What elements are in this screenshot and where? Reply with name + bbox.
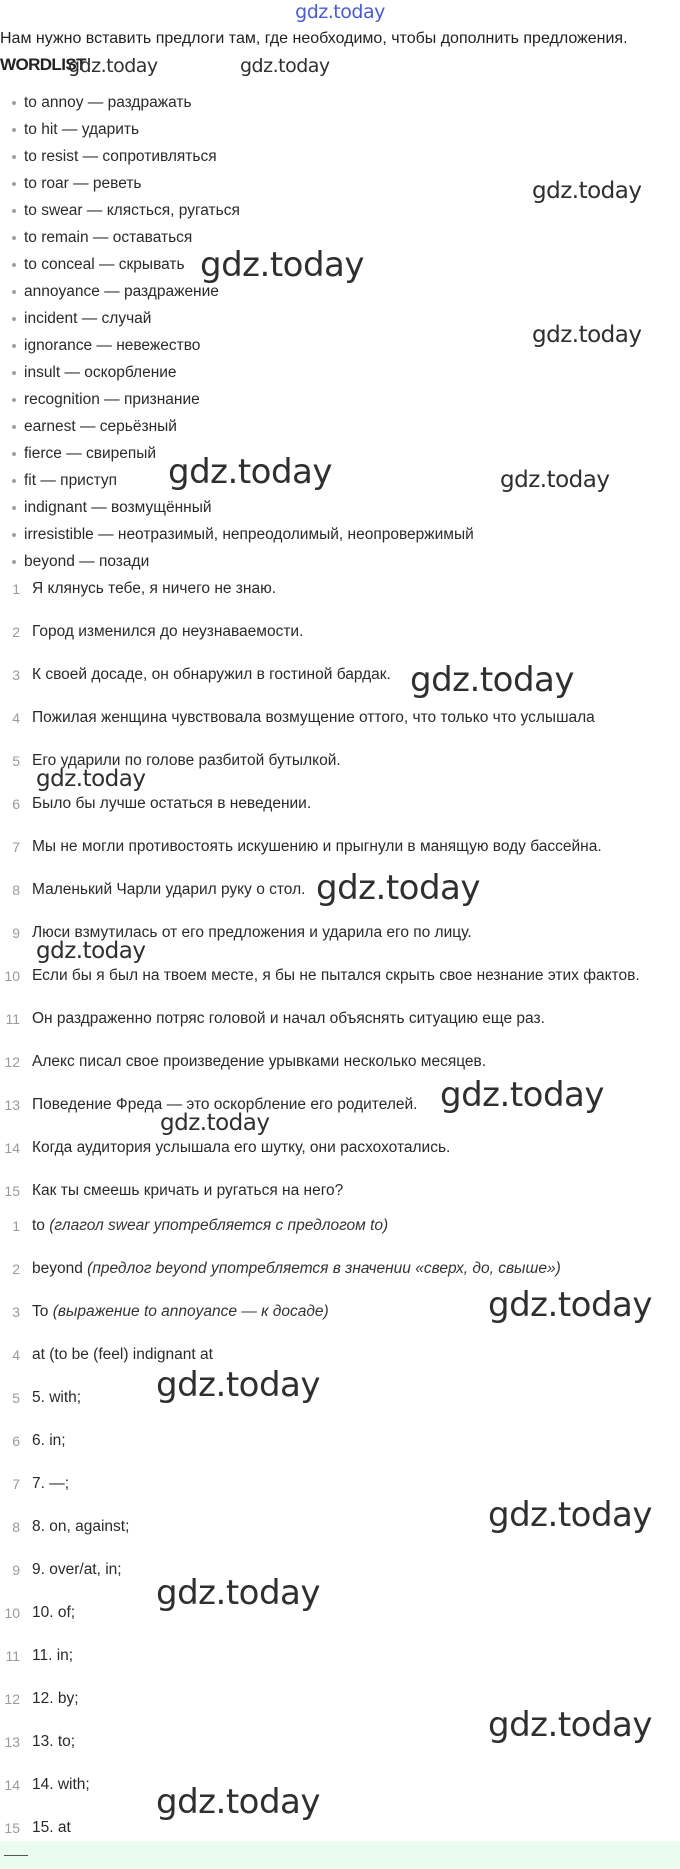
watermark: gdz.today [240,55,330,77]
sentence-text [32,1180,343,1202]
wordlist-title: WORDLIST [0,55,86,74]
watermark: gdz.today [168,452,332,492]
site-logo[interactable]: gdz.today [295,1,385,23]
wordlist-item [0,89,680,116]
answer-text [32,1301,329,1323]
answer-note: (предлог beyond употребляется в значении «сверх, до, свыше») [87,1260,561,1277]
answer-number: 4 [12,1347,20,1363]
answer-number: 8 [12,1519,20,1535]
sentence-text [32,836,602,858]
answer-main: beyond [32,1260,83,1277]
wordlist-item-text: to roar — реветь [24,175,142,192]
answer-main: 15. at [32,1819,71,1836]
sentence-text [32,1008,545,1030]
answer-text [32,1387,81,1409]
bullet-icon [12,263,16,267]
watermark: gdz.today [36,766,146,792]
watermark: gdz.today [36,938,146,964]
sentence-text [32,1137,450,1159]
answer-text [32,1645,73,1667]
answer-note: (выражение to annoyance — к досаде) [52,1303,329,1320]
sentence-main: Его ударили по голове разбитой бутылкой. [32,752,341,769]
sentence-text [32,664,391,686]
answer-main: 9. over/at, in; [32,1561,122,1578]
task-instruction: Нам нужно вставить предлоги там, где необходимо, чтобы дополнить предложения. [0,30,628,47]
answer-main: 8. on, against; [32,1518,130,1535]
answer-text [32,1731,75,1753]
wordlist-item-text: to remain — оставаться [24,229,193,246]
watermark: gdz.today [440,1075,604,1115]
sentence-number: 7 [12,839,20,855]
sentence [0,707,680,750]
wordlist-item-text: irresistible — неотразимый, непреодолимый, неопровержимый [24,526,474,543]
answer-text [32,1559,122,1581]
wordlist-item-text: recognition — признание [24,391,200,408]
answer [0,1215,680,1258]
watermark: gdz.today [488,1495,652,1535]
sentence-number: 3 [12,667,20,683]
answer-number: 9 [12,1562,20,1578]
sentence-main: Алекс писал свое произведение урывками несколько месяцев. [32,1053,487,1070]
answer-number: 10 [4,1605,20,1621]
answer-text [32,1344,213,1366]
bullet-icon [12,398,16,402]
sentence-main: Пожилая женщина чувствовала возмущение оттого, что только что услышала [32,709,595,726]
answer-main: To [32,1303,49,1320]
bullet-icon [12,236,16,240]
answer-text [32,1430,66,1452]
watermark: gdz.today [200,245,364,285]
answer-main: 11. in; [32,1647,74,1664]
bullet-icon [12,344,16,348]
sentence-main: Люси взмутилась от его предложения и ударила его по лицу. [32,924,472,941]
answer-main: at (to be (feel) indignant at [32,1346,213,1363]
sentence [0,1137,680,1180]
sentence-number: 9 [12,925,20,941]
sentence [0,578,680,621]
sentence-number: 10 [4,968,20,984]
sentence [0,621,680,664]
wordlist-item [0,548,680,575]
watermark: gdz.today [68,55,158,77]
answer-number: 12 [4,1691,20,1707]
watermark: gdz.today [532,322,642,348]
sentence-number: 6 [12,796,20,812]
watermark: gdz.today [160,1110,270,1136]
sentence-number: 2 [12,624,20,640]
answer-main: 14. with; [32,1776,90,1793]
bullet-icon [12,317,16,321]
answer-text [32,1817,71,1839]
bullet-icon [12,371,16,375]
sentence-number: 1 [12,581,20,597]
wordlist-item [0,440,680,467]
sentence [0,1008,680,1051]
answer-main: 6. in; [32,1432,66,1449]
watermark: gdz.today [488,1285,652,1325]
sentence-main: Когда аудитория услышала его шутку, они расхохотались. [32,1139,451,1156]
answer-number: 6 [12,1433,20,1449]
wordlist-item-text: beyond — позади [24,553,150,570]
wordlist-item-text: fierce — свирепый [24,445,157,462]
bullet-icon [12,101,16,105]
sentence [0,793,680,836]
answer-number: 11 [5,1648,20,1664]
sentence-text [32,1051,486,1073]
wordlist-item [0,494,680,521]
answer-main: 13. to; [32,1733,76,1750]
wordlist-item [0,359,680,386]
bullet-icon [12,560,16,564]
answer-text [32,1688,79,1710]
bullet-icon [12,425,16,429]
sentence-number: 15 [4,1183,20,1199]
wordlist-item [0,521,680,548]
sentence-main: Город изменился до неузнаваемости. [32,623,304,640]
answer-number: 15 [4,1820,20,1836]
watermark: gdz.today [156,1573,320,1613]
answer-main: 7. —; [32,1475,70,1492]
wordlist-item [0,143,680,170]
answer-text [32,1602,75,1624]
sentence-text [32,965,640,987]
wordlist-item-text: annoyance — раздражение [24,283,219,300]
wordlist-item [0,386,680,413]
answer-text [32,1473,69,1495]
answer-number: 13 [4,1734,20,1750]
sentence-main: Поведение Фреда — это оскорбление его родителей. [32,1096,418,1113]
answer-main: 12. by; [32,1690,79,1707]
sentence-main: Маленький Чарли ударил руку о стол. [32,881,306,898]
sentence-main: Я клянусь тебе, я ничего не знаю. [32,580,277,597]
sentence-main: Было бы лучше остаться в неведении. [32,795,312,812]
wordlist-item-text: ignorance — невежество [24,337,201,354]
wordlist-item-text: to annoy — раздражать [24,94,192,111]
bullet-icon [12,155,16,159]
wordlist-item-text: to swear — клясться, ругаться [24,202,240,219]
watermark: gdz.today [156,1365,320,1405]
footer-divider [4,1855,28,1856]
wordlist-item-text: indignant — возмущённый [24,499,212,516]
answer-note: (глагол swear употребляется с предлогом to) [49,1217,389,1234]
answer-number: 3 [12,1304,20,1320]
bullet-icon [12,479,16,483]
answer-main: to [32,1217,45,1234]
watermark: gdz.today [488,1705,652,1745]
wordlist-item-text: to resist — сопротивляться [24,148,217,165]
sentence [0,664,680,707]
sentence-number: 8 [12,882,20,898]
sentence-number: 13 [4,1097,20,1113]
answer-number: 1 [12,1218,20,1234]
watermark: gdz.today [500,467,610,493]
answer-text [32,1774,90,1796]
wordlist-item-text: to hit — ударить [24,121,140,138]
wordlist-item [0,116,680,143]
sentence-number: 4 [12,710,20,726]
footer-bar [0,1841,680,1869]
bullet-icon [12,452,16,456]
wordlist-item-text: earnest — серьёзный [24,418,177,435]
answer-number: 5 [12,1390,20,1406]
sentence-main: Как ты смеешь кричать и ругаться на него? [32,1182,344,1199]
answer [0,1602,680,1645]
sentence-main: Если бы я был на твоем месте, я бы не пытался скрыть свое незнание этих фактов. [32,967,640,984]
sentence [0,965,680,1008]
sentence-text [32,578,276,600]
wordlist-item-text: incident — случай [24,310,152,327]
answer-number: 2 [12,1261,20,1277]
bullet-icon [12,533,16,537]
answer-main: 5. with; [32,1389,82,1406]
answer [0,1344,680,1387]
wordlist-item [0,413,680,440]
answer [0,1774,680,1817]
answer-main: 10. of; [32,1604,76,1621]
answer-number: 14 [4,1777,20,1793]
answer-text [32,1215,388,1237]
wordlist-item-text: to conceal — скрывать [24,256,185,273]
sentence-text [32,879,305,901]
watermark: gdz.today [532,178,642,204]
sentence-text [32,793,311,815]
answer [0,1559,680,1602]
answer [0,1387,680,1430]
wordlist-item-text: fit — приступ [24,472,118,489]
watermark: gdz.today [410,660,574,700]
sentence-main: К своей досаде, он обнаружил в гостиной бардак. [32,666,391,683]
sentence-number: 11 [5,1011,20,1027]
sentence-number: 12 [4,1054,20,1070]
answer [0,1430,680,1473]
watermark: gdz.today [316,868,480,908]
answer-number: 7 [12,1476,20,1492]
sentence-text [32,707,595,729]
sentence-main: Мы не могли противостоять искушению и прыгнули в манящую воду бассейна. [32,838,602,855]
bullet-icon [12,182,16,186]
answer [0,1645,680,1688]
bullet-icon [12,290,16,294]
sentence-number: 5 [12,753,20,769]
sentence-text [32,621,303,643]
sentence-main: Он раздраженно потряс головой и начал объяснять ситуацию еще раз. [32,1010,545,1027]
bullet-icon [12,209,16,213]
answer-text [32,1516,129,1538]
answer-text [32,1258,561,1280]
sentence-number: 14 [4,1140,20,1156]
wordlist-item-text: insult — оскорбление [24,364,177,381]
bullet-icon [12,506,16,510]
bullet-icon [12,128,16,132]
watermark: gdz.today [156,1782,320,1822]
